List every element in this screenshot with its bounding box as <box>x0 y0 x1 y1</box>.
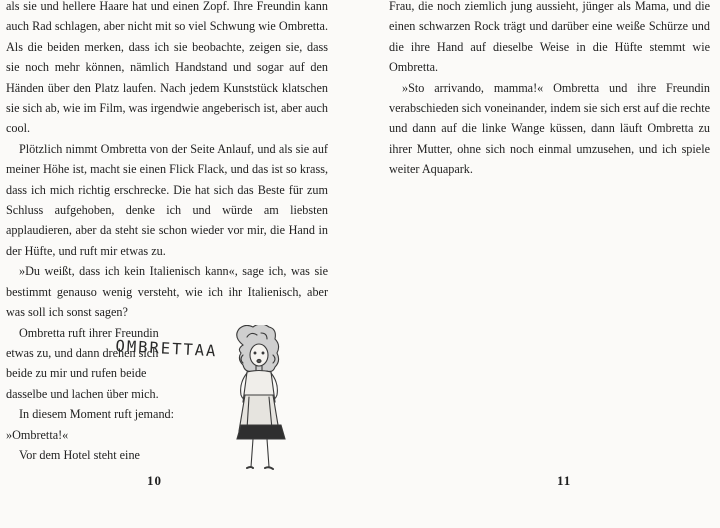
paragraph: Vor dem Hotel steht eine <box>19 447 140 462</box>
page-number: 10 <box>147 473 162 488</box>
paragraph: als sie und hellere Haare hat und einen Zopf. Ihre Freundin kann auch Rad schlagen, aber nicht mit so viel Schwung wie Ombretta. Als die beiden merken, dass ich sie beobachte, zeigen sie, dass sie noch mehr können, nämlich Handstand und sogar auf den Händen über den Platz laufen. Nach jedem Kunststück klatschen sie sich ab, wie im Film, was irgendwie angeberisch ist, aber auch cool. <box>6 0 328 136</box>
paragraph: Ombretta ruft ihrer Freundin etwas zu, und dann drehen sich beide zu mir und rufen beide dasselbe und lachen über mich. <box>6 325 159 401</box>
page-number: 11 <box>557 473 572 488</box>
paragraph: Plötzlich nimmt Ombretta von der Seite Anlauf, und als sie auf meiner Höhe ist, macht sie einen Flick Flack, und das ist so krass, dass ich mich richtig erschrecke. Die hat sich das Beste für zum Schluss aufgehoben, denke ich und würde am liebsten applaudieren, aber da steht sie schon wieder vor mir, die Hand in der Hüfte, und ruft mir etwas zu. <box>6 141 328 258</box>
paragraph: In diesem Moment ruft jemand: »Ombretta!« <box>6 407 175 442</box>
ombretta-illustration <box>115 325 325 490</box>
paragraph: »Sto arrivando, mamma!« Ombretta und ihre Freundin verabschieden sich voneinander, indem sie sich erst auf die rechte und dann auf die linke Wange küssen, dann läuft Ombretta zu ihrer Mutter, ohne sich noch einmal umzusehen, und ich spiele weiter Aquapark. <box>389 80 710 177</box>
paragraph: »Du weißt, dass ich kein Italienisch kann«, sage ich, was sie bestimmt genauso wenig versteht, wie ich ihr Italienisch, aber was soll ich sonst sagen? <box>6 264 328 320</box>
right-page-text-column <box>389 0 710 180</box>
right-page <box>360 0 720 528</box>
paragraph: Frau, die noch ziemlich jung aussieht, jünger als Mama, und die einen schwarzen Rock trägt und darüber eine weiße Schürze und die ihre Hand auf dieselbe Weise in die Hüfte stemmt wie Ombretta. <box>389 0 710 75</box>
handwritten-caption: OMBRETTAA <box>115 337 218 361</box>
